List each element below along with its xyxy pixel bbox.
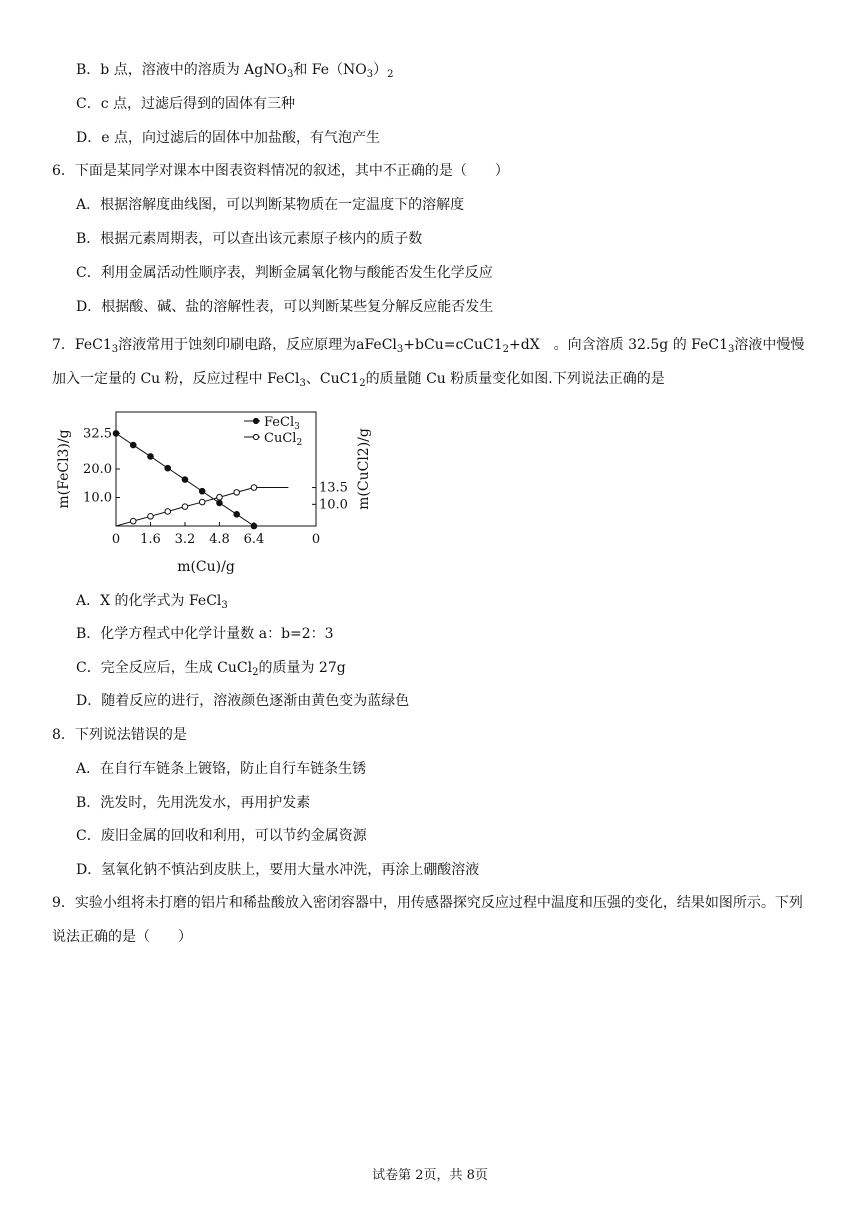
data-point-FeCl3 xyxy=(182,477,188,483)
data-point-CuCl2 xyxy=(251,485,257,491)
q5-option-b: B．b 点，溶液中的溶质为 AgNO$_3$和 $Fe(NO_3)_2$ xyxy=(76,62,394,80)
data-point-CuCl2 xyxy=(148,514,154,520)
q7-stem: 7．$FeC1_3$溶液常用于蚀刻印刷电路，反应原理为$aFeCl_3+bCu=cCuC1_2+dX$ 。向含溶质 32.5g 的 $FeC1_3$溶液中慢慢加入一定量的 Cu 粉，反应过程中 FeCl$_3$、$CuC1_2$的质量随 Cu 粉质量变化如图.下列说法正确的是 xyxy=(52,337,805,389)
data-point-CuCl2 xyxy=(130,518,136,524)
q7-option-a: A．X 的化学式为 FeCl$_3$ xyxy=(76,593,228,611)
y-left-tick-label: 20.0 xyxy=(83,462,112,477)
x-tick-label: 4.8 xyxy=(209,532,230,547)
q5-option-c: C．c 点，过滤后得到的固体有三种 xyxy=(76,96,296,112)
data-point-FeCl3 xyxy=(165,465,171,471)
q5-option-d: D．e 点，向过滤后的固体中加盐酸，有气泡产生 xyxy=(76,130,380,146)
y-left-axis-label: m(FeCl3)/g xyxy=(56,429,72,509)
legend-marker xyxy=(253,418,258,423)
q8-option-c: C．废旧金属的回收和利用，可以节约金属资源 xyxy=(76,828,367,844)
q9-stem: 9．实验小组将未打磨的铝片和稀盐酸放入密闭容器中，用传感器探究反应过程中温度和压强的变化，结果如图所示。下列说法正确的是（ ） xyxy=(52,895,803,945)
q8-stem: 8．下列说法错误的是 xyxy=(52,727,187,743)
x-axis-label: m(Cu)/g xyxy=(177,559,235,575)
y-left-tick-label: 32.5 xyxy=(83,426,112,442)
q7-option-c: C．完全反应后，生成 CuCl$_2$的质量为 27g xyxy=(76,660,346,678)
legend-label: CuCl$_2$ xyxy=(264,431,303,448)
q6-option-a: A．根据溶解度曲线图，可以判断某物质在一定温度下的溶解度 xyxy=(76,197,465,213)
data-point-FeCl3 xyxy=(148,454,154,460)
q6-option-b: B．根据元素周期表，可以查出该元素原子核内的质子数 xyxy=(76,231,423,247)
legend-marker xyxy=(253,434,258,439)
data-point-FeCl3 xyxy=(199,488,205,494)
x-tick-label: 6.4 xyxy=(243,532,265,547)
data-point-CuCl2 xyxy=(199,499,205,505)
data-point-FeCl3 xyxy=(113,431,119,437)
x-tick-label: 0 xyxy=(311,532,321,547)
x-tick-label: 1.6 xyxy=(140,532,161,547)
q8-option-b: B．洗发时，先用洗发水，再用护发素 xyxy=(76,795,311,811)
data-point-FeCl3 xyxy=(217,500,223,506)
x-tick-label: 3.2 xyxy=(174,532,196,547)
q6-stem: 6．下面是某同学对课本中图表资料情况的叙述，其中不正确的是（ ） xyxy=(52,163,509,179)
data-point-CuCl2 xyxy=(234,490,240,496)
q7-option-b: B．化学方程式中化学计量数 a：b=2：3 xyxy=(76,626,334,642)
y-right-tick-label: 10.0 xyxy=(319,497,348,513)
data-point-FeCl3 xyxy=(234,512,240,518)
data-point-CuCl2 xyxy=(182,504,188,510)
q8-option-d: D．氢氧化钠不慎沾到皮肤上，要用大量水冲洗，再涂上硼酸溶液 xyxy=(76,862,480,878)
q6-option-c: C．利用金属活动性顺序表，判断金属氧化物与酸能否发生化学反应 xyxy=(76,265,493,281)
y-right-tick-label: 13.5 xyxy=(319,480,348,496)
data-point-FeCl3 xyxy=(251,523,257,529)
q8-option-a: A．在自行车链条上镀铬，防止自行车链条生锈 xyxy=(76,761,367,777)
page-footer: 试卷第 2页，共 8页 xyxy=(372,1168,488,1183)
q7-option-d: D．随着反应的进行，溶液颜色逐渐由黄色变为蓝绿色 xyxy=(76,693,410,709)
x-tick-label: 0 xyxy=(111,532,121,547)
data-point-FeCl3 xyxy=(130,442,136,448)
data-point-CuCl2 xyxy=(217,494,223,500)
y-left-tick-label: 10.0 xyxy=(83,490,112,506)
q7-chart xyxy=(52,404,382,576)
data-point-CuCl2 xyxy=(165,509,171,515)
q6-option-d: D．根据酸、碱、盐的溶解性表，可以判断某些复分解反应能否发生 xyxy=(76,299,494,315)
y-right-axis-label: m(CuCl2)/g xyxy=(356,428,372,510)
legend-label: FeCl$_3$ xyxy=(264,415,300,432)
